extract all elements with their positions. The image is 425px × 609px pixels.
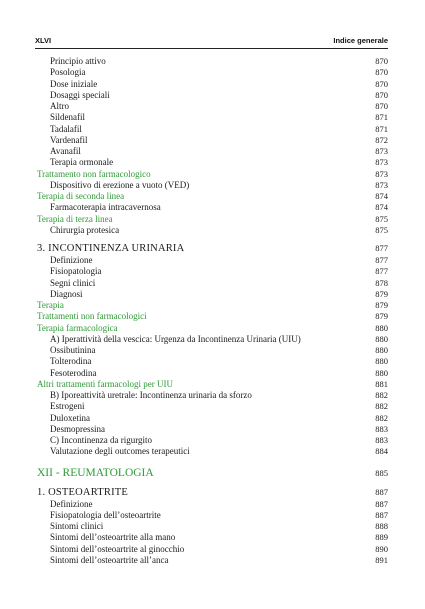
toc-subheading[interactable]: Terapia 879 bbox=[37, 300, 388, 310]
toc-subheading[interactable]: Terapia di terza linea 875 bbox=[37, 213, 388, 224]
toc-entry[interactable]: Sildenafil 871 bbox=[50, 112, 388, 123]
spacer bbox=[37, 458, 388, 466]
toc-entry[interactable]: B) Iporeattività uretrale: Incontinenza urinaria da sforzo 882 bbox=[50, 390, 388, 400]
page-number-roman: XLVI bbox=[35, 36, 52, 45]
toc-entry[interactable]: Ossibutinina 880 bbox=[50, 345, 388, 355]
toc-subheading[interactable]: Trattamento non farmacologico 873 bbox=[37, 168, 388, 179]
toc-entry[interactable]: Estrogeni 882 bbox=[50, 401, 388, 412]
toc-entry[interactable]: Sintomi dell’osteoartrite alla mano 889 bbox=[50, 532, 388, 543]
toc-chapter-heading[interactable]: 1. OSTEOARTRITE 887 bbox=[37, 486, 388, 498]
toc-subheading[interactable]: Trattamenti non farmacologici 879 bbox=[37, 311, 388, 322]
toc-entry[interactable]: Fesoterodina 880 bbox=[50, 367, 388, 378]
toc-entry[interactable]: Sintomi clinici 888 bbox=[50, 521, 388, 531]
toc-chapter-heading[interactable]: 3. INCONTINENZA URINARIA 877 bbox=[37, 243, 388, 254]
toc-entry[interactable]: Definizione 887 bbox=[50, 498, 388, 509]
toc-entry[interactable]: Valutazione degli outcomes terapeutici 884 bbox=[50, 446, 388, 457]
toc-entry[interactable]: C) Incontinenza da rigurgito 883 bbox=[50, 435, 388, 445]
toc-entry[interactable]: Dose iniziale 870 bbox=[50, 78, 388, 89]
toc-entry[interactable]: Fisiopatologia dell’osteoartrite 887 bbox=[50, 509, 388, 520]
toc-subheading[interactable]: Altri trattamenti farmacologi per UIU 881 bbox=[37, 378, 388, 389]
toc-entry[interactable]: Sintomi dell’osteoartrite al ginocchio 890 bbox=[50, 543, 388, 554]
toc-entry[interactable]: Tadalafil 871 bbox=[50, 123, 388, 134]
toc-entry[interactable]: Dosaggi speciali 870 bbox=[50, 89, 388, 100]
toc-entry[interactable]: Vardenafil 872 bbox=[50, 134, 388, 145]
toc-entry[interactable]: Tolterodina 880 bbox=[50, 356, 388, 367]
toc-entry[interactable]: Sintomi dell’osteoartrite all’anca 891 bbox=[50, 554, 388, 565]
toc-entry[interactable]: Posologia 870 bbox=[50, 67, 388, 78]
toc-entry[interactable]: Duloxetina 882 bbox=[50, 412, 388, 423]
toc-entry[interactable]: Chirurgia protesica 875 bbox=[50, 224, 388, 235]
toc-entry[interactable]: Altro 870 bbox=[50, 101, 388, 111]
header-title: Indice generale bbox=[333, 36, 388, 45]
toc-entry[interactable]: Farmacoterapia intracavernosa 874 bbox=[50, 202, 388, 213]
toc-entry[interactable]: A) Iperattività della vescica: Urgenza da Incontinenza Urinaria (UIU) 880 bbox=[50, 333, 388, 344]
toc-entry[interactable]: Segni clinici 878 bbox=[50, 277, 388, 288]
toc-part-heading[interactable]: XII - REUMATOLOGIA 885 bbox=[37, 466, 388, 479]
toc-subheading[interactable]: Terapia farmacologica 880 bbox=[37, 322, 388, 333]
toc-entry[interactable]: Definizione 877 bbox=[50, 255, 388, 265]
running-header bbox=[35, 36, 388, 48]
table-of-contents bbox=[37, 56, 388, 566]
toc-entry[interactable]: Terapia ormonale 873 bbox=[50, 157, 388, 168]
toc-subheading[interactable]: Terapia di seconda linea 874 bbox=[37, 191, 388, 201]
toc-entry[interactable]: Desmopressina 883 bbox=[50, 423, 388, 434]
toc-entry[interactable]: Dispositivo di erezione a vuoto (VED) 873 bbox=[50, 179, 388, 190]
toc-entry[interactable]: Avanafil 873 bbox=[50, 146, 388, 156]
toc-entry[interactable]: Fisiopatologia 877 bbox=[50, 266, 388, 277]
toc-entry[interactable]: Diagnosi 879 bbox=[50, 288, 388, 299]
header-rule bbox=[35, 48, 388, 49]
toc-entry[interactable]: Principio attivo 870 bbox=[50, 56, 388, 66]
